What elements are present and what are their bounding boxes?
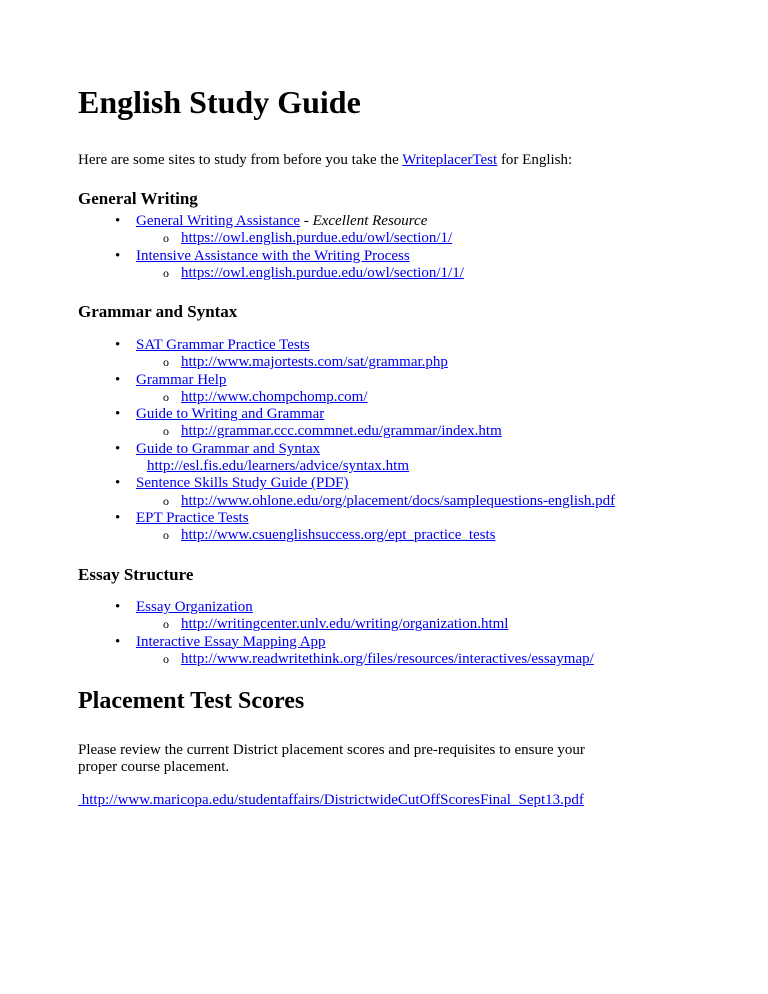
list-item — [78, 441, 728, 458]
list-item — [78, 406, 728, 423]
grammar-syntax-list — [78, 337, 728, 545]
list-item — [78, 599, 728, 616]
intro-after: for English: — [497, 152, 573, 168]
bullet-icon: • — [115, 247, 121, 264]
bullet-icon: • — [115, 213, 121, 229]
section-general-writing — [78, 189, 728, 208]
section-essay-structure — [78, 565, 728, 584]
section-heading: General Writing — [78, 189, 198, 208]
page-title: English Study Guide — [78, 84, 361, 120]
bullet-icon: • — [115, 475, 121, 492]
intro-text — [78, 152, 728, 169]
resource-url[interactable]: http://esl.fis.edu/learners/advice/syntax.htm — [147, 458, 410, 475]
list-item — [78, 510, 728, 527]
resource-link[interactable]: Essay Organization — [136, 599, 253, 615]
circle-bullet-icon: o — [163, 493, 169, 508]
circle-bullet-icon: o — [163, 389, 169, 404]
bullet-icon: • — [115, 509, 121, 526]
placement-scores-link[interactable]: http://www.maricopa.edu/studentaffairs/DistrictwideCutOffScoresFinal_Sept13.pdf — [78, 792, 584, 808]
bullet-icon: • — [115, 337, 121, 353]
resource-link[interactable]: SAT Grammar Practice Tests — [136, 337, 310, 353]
resource-url[interactable]: http://www.chompchomp.com/ — [181, 388, 368, 405]
placement-link-block — [78, 792, 728, 809]
circle-bullet-icon: o — [163, 651, 169, 666]
resource-url[interactable]: http://www.majortests.com/sat/grammar.php — [181, 354, 448, 371]
list-subitem — [78, 265, 728, 282]
circle-bullet-icon: o — [163, 265, 169, 280]
bullet-icon: • — [115, 371, 121, 388]
resource-link[interactable]: Guide to Writing and Grammar — [136, 406, 325, 423]
resource-url[interactable]: http://www.ohlone.edu/org/placement/docs/samplequestions-english.pdf — [181, 492, 616, 509]
list-item — [78, 475, 728, 492]
section-heading: Essay Structure — [78, 565, 194, 584]
section-grammar-syntax — [78, 302, 728, 321]
circle-bullet-icon: o — [163, 355, 169, 370]
bullet-icon: • — [115, 406, 121, 423]
circle-bullet-icon: o — [163, 528, 169, 543]
list-subitem — [78, 423, 728, 440]
list-item — [78, 213, 728, 230]
resource-url[interactable]: https://owl.english.purdue.edu/owl/section/1/ — [181, 230, 453, 247]
section-heading: Grammar and Syntax — [78, 302, 238, 321]
page-title-block — [78, 82, 728, 122]
intro — [78, 152, 728, 169]
placement-text: Please review the current District placement scores and pre-requisites to ensure your proper course placement. — [78, 742, 585, 776]
list-item — [78, 337, 728, 354]
bullet-icon: • — [115, 599, 121, 615]
circle-bullet-icon: o — [163, 424, 169, 439]
list-subitem — [78, 230, 728, 247]
placement-text-block — [78, 742, 618, 777]
list-item — [78, 248, 728, 265]
list-item — [78, 634, 728, 651]
resource-url[interactable]: http://www.readwritethink.org/files/resources/interactives/essaymap/ — [181, 650, 594, 667]
essay-structure-list — [78, 599, 728, 668]
placement-heading: Placement Test Scores — [78, 688, 305, 714]
placement-section — [78, 687, 728, 715]
list-subitem — [78, 616, 728, 633]
circle-bullet-icon: o — [163, 617, 169, 632]
resource-link[interactable]: Interactive Essay Mapping App — [136, 633, 326, 650]
list-subitem — [78, 651, 728, 668]
resource-link[interactable]: Guide to Grammar and Syntax — [136, 440, 321, 457]
circle-bullet-icon: o — [163, 231, 169, 246]
writeplacer-link[interactable]: WriteplacerTest — [402, 152, 498, 168]
resource-link[interactable]: General Writing Assistance — [136, 213, 301, 229]
resource-url[interactable]: https://owl.english.purdue.edu/owl/section/1/1/ — [181, 264, 464, 281]
intro-before: Here are some sites to study from before you take the — [78, 152, 403, 168]
bullet-icon: • — [115, 440, 121, 457]
list-subitem — [78, 458, 728, 475]
resource-note: - Excellent Resource — [300, 213, 428, 229]
list-subitem — [78, 493, 728, 510]
resource-link[interactable]: Grammar Help — [136, 371, 227, 388]
resource-link[interactable]: Intensive Assistance with the Writing Process — [136, 247, 410, 264]
list-item — [78, 372, 728, 389]
list-subitem — [78, 354, 728, 371]
resource-url[interactable]: http://www.csuenglishsuccess.org/ept_practice_tests — [181, 527, 496, 544]
resource-link[interactable]: EPT Practice Tests — [136, 509, 249, 526]
resource-url[interactable]: http://writingcenter.unlv.edu/writing/organization.html — [181, 616, 509, 633]
resource-url[interactable]: http://grammar.ccc.commnet.edu/grammar/index.htm — [181, 423, 502, 440]
general-writing-list — [78, 213, 728, 282]
resource-link[interactable]: Sentence Skills Study Guide (PDF) — [136, 475, 349, 492]
bullet-icon: • — [115, 633, 121, 650]
list-subitem — [78, 389, 728, 406]
list-subitem — [78, 527, 728, 544]
